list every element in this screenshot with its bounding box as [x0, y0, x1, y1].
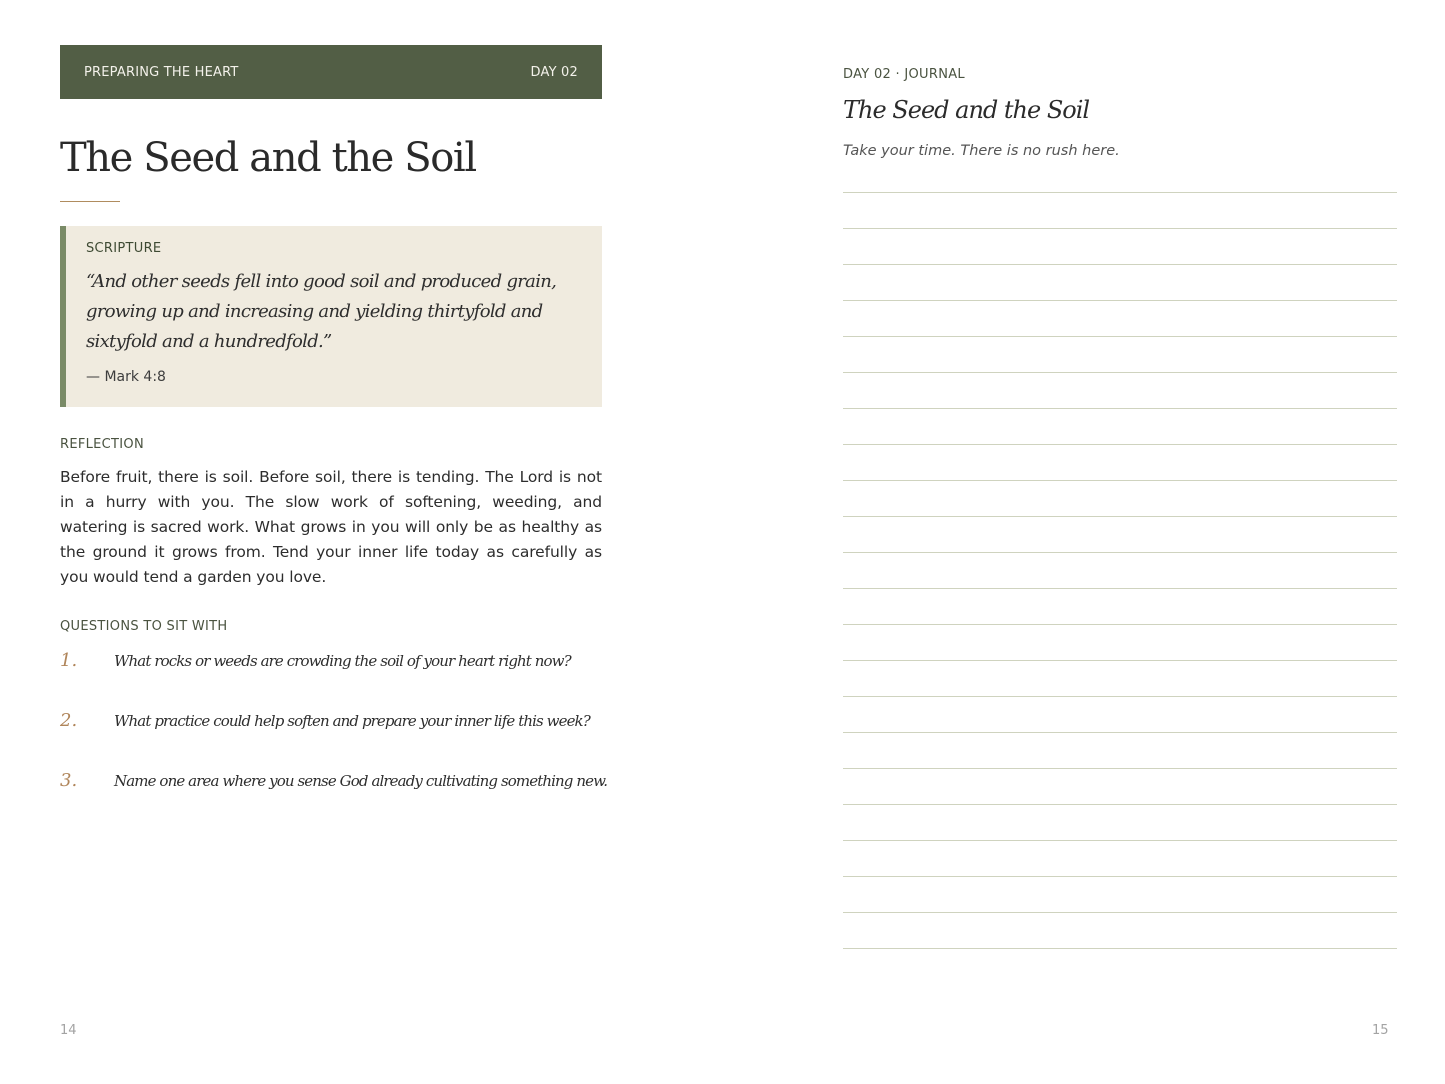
page-number-left: 14 — [60, 1023, 77, 1038]
writing-line[interactable] — [843, 804, 1397, 805]
writing-line[interactable] — [843, 372, 1397, 373]
scripture-label: SCRIPTURE — [86, 241, 162, 256]
writing-line[interactable] — [843, 264, 1397, 265]
writing-line[interactable] — [843, 516, 1397, 517]
writing-line[interactable] — [843, 480, 1397, 481]
writing-line[interactable] — [843, 552, 1397, 553]
questions-label: QUESTIONS TO SIT WITH — [60, 619, 228, 634]
writing-line[interactable] — [843, 228, 1397, 229]
writing-line[interactable] — [843, 660, 1397, 661]
question-text: What rocks or weeds are crowding the soil of your heart right now? — [114, 652, 571, 670]
question-item — [60, 768, 608, 828]
question-number: 1. — [60, 650, 78, 671]
question-number: 2. — [60, 710, 78, 731]
page-number-right: 15 — [1372, 1023, 1389, 1038]
writing-line[interactable] — [843, 696, 1397, 697]
writing-line[interactable] — [843, 192, 1397, 193]
reflection-label: REFLECTION — [60, 437, 144, 452]
page-title: The Seed and the Soil — [60, 135, 476, 181]
reflection-text: Before fruit, there is soil. Before soil, there is tending. The Lord is not in a hurry with you. The slow work of softening, weeding, and watering is sacred work. What grows in you will only be as healthy as the ground it grows from. Tend your inner life today as carefully as you would tend a garden you love. — [60, 468, 602, 586]
writing-line[interactable] — [843, 300, 1397, 301]
right-page — [722, 0, 1445, 1084]
scripture-reference: — Mark 4:8 — [86, 369, 166, 385]
left-page — [0, 0, 722, 1084]
writing-line[interactable] — [843, 948, 1397, 949]
question-text: What practice could help soften and prepare your inner life this week? — [114, 712, 590, 730]
question-item — [60, 708, 602, 768]
writing-line[interactable] — [843, 840, 1397, 841]
title-divider — [60, 201, 120, 202]
writing-line[interactable] — [843, 336, 1397, 337]
writing-line[interactable] — [843, 876, 1397, 877]
question-number: 3. — [60, 770, 78, 791]
question-text: Name one area where you sense God already cultivating something new. — [114, 772, 608, 790]
journal-prompt: Take your time. There is no rush here. — [843, 143, 1120, 159]
scripture-quote: “And other seeds fell into good soil and produced grain, growing up and increasing and yielding thirtyfold and sixtyfold and a hundredfold.” — [86, 271, 557, 352]
section-header-bar — [60, 45, 602, 99]
writing-line[interactable] — [843, 444, 1397, 445]
questions-list — [60, 648, 608, 828]
journal-title: The Seed and the Soil — [843, 96, 1090, 124]
writing-line[interactable] — [843, 408, 1397, 409]
day-label: DAY 02 — [530, 64, 578, 80]
writing-line[interactable] — [843, 912, 1397, 913]
writing-line[interactable] — [843, 588, 1397, 589]
question-item — [60, 648, 602, 708]
writing-line[interactable] — [843, 624, 1397, 625]
scripture-box — [60, 226, 602, 407]
writing-line[interactable] — [843, 768, 1397, 769]
writing-line[interactable] — [843, 732, 1397, 733]
journal-label: DAY 02 · JOURNAL — [843, 67, 965, 82]
section-title: PREPARING THE HEART — [84, 64, 239, 80]
